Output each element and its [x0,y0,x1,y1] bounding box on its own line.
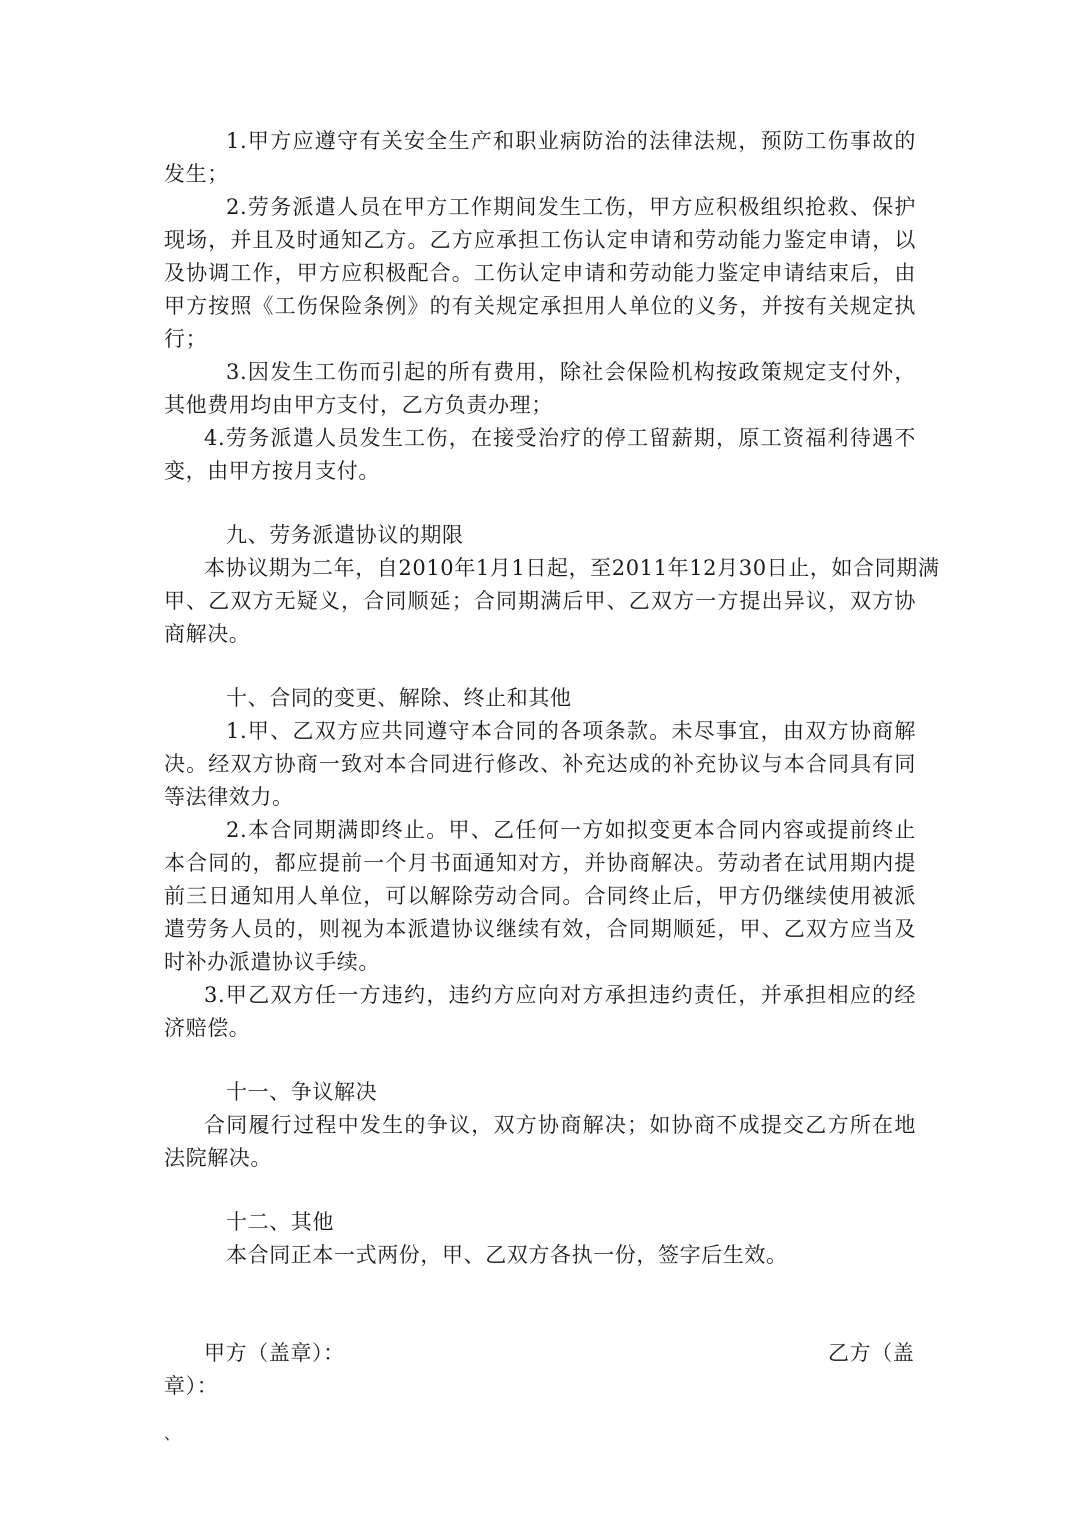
s10-item3-line1: 3.甲乙双方任一方违约，违约方应向对方承担违约责任，并承担相应的经 [204,983,916,1007]
trailing-mark: 、 [164,1424,181,1443]
s10-item2-line4: 遣劳务人员的，则视为本派遣协议继续有效，合同期顺延，甲、乙双方应当及 [164,917,916,941]
s8-item2-line1: 2.劳务派遣人员在甲方工作期间发生工伤，甲方应积极组织抢救、保护 [226,195,916,219]
s8-item4-line2: 变，由甲方按月支付。 [164,459,380,483]
s9-heading: 九、劳务派遣协议的期限 [226,523,464,547]
s10-item3-line2: 济赔偿。 [164,1016,251,1040]
s8-item2-line5: 行； [164,327,208,351]
s10-item1-line3: 等法律效力。 [164,785,294,809]
s8-item3-line2: 其他费用均由甲方支付，乙方负责办理； [164,393,553,417]
s11-line2: 法院解决。 [164,1146,272,1170]
s11-heading: 十一、争议解决 [226,1080,378,1104]
s10-item2-line2: 本合同的，都应提前一个月书面通知对方，并协商解决。劳动者在试用期内提 [164,851,916,875]
s12-line1: 本合同正本一式两份，甲、乙双方各执一份，签字后生效。 [226,1243,788,1267]
s8-item1-line1: 1.甲方应遵守有关安全生产和职业病防治的法律法规，预防工伤事故的 [226,129,916,153]
party-b-seal-label-cont: 章）： [164,1374,219,1398]
s8-item2-line3: 及协调工作，甲方应积极配合。工伤认定申请和劳动能力鉴定申请结束后，由 [164,261,916,285]
s8-item2-line4: 甲方按照《工伤保险条例》的有关规定承担用人单位的义务，并按有关规定执 [164,294,916,318]
s10-item2-line3: 前三日通知用人单位，可以解除劳动合同。合同终止后，甲方仍继续使用被派 [164,884,916,908]
s8-item4-line1: 4.劳务派遣人员发生工伤，在接受治疗的停工留薪期，原工资福利待遇不 [204,426,916,450]
s12-heading: 十二、其他 [226,1210,334,1234]
s8-item1-line2: 发生； [164,162,229,186]
s9-line2: 甲、乙双方无疑义，合同顺延；合同期满后甲、乙双方一方提出异议，双方协 [164,589,916,613]
s8-item3-line1: 3.因发生工伤而引起的所有费用，除社会保险机构按政策规定支付外， [226,360,916,384]
s10-item2-line1: 2.本合同期满即终止。甲、乙任何一方如拟变更本合同内容或提前终止 [226,818,916,842]
s11-line1: 合同履行过程中发生的争议，双方协商解决；如协商不成提交乙方所在地 [204,1113,916,1137]
s10-heading: 十、合同的变更、解除、终止和其他 [226,686,572,710]
party-b-seal-label: 乙方（盖 [828,1341,915,1365]
s10-item2-line5: 时补办派遣协议手续。 [164,950,380,974]
s10-item1-line1: 1.甲、乙双方应共同遵守本合同的各项条款。未尽事宜，由双方协商解 [226,719,916,743]
s10-item1-line2: 决。经双方协商一致对本合同进行修改、补充达成的补充协议与本合同具有同 [164,752,916,776]
s9-line1: 本协议期为二年，自2010年1月1日起，至2011年12月30日止，如合同期满 [204,556,940,580]
party-a-seal-label: 甲方（盖章）： [204,1341,345,1365]
s9-line3: 商解决。 [164,622,251,646]
s8-item2-line2: 现场，并且及时通知乙方。乙方应承担工伤认定申请和劳动能力鉴定申请，以 [164,228,916,252]
